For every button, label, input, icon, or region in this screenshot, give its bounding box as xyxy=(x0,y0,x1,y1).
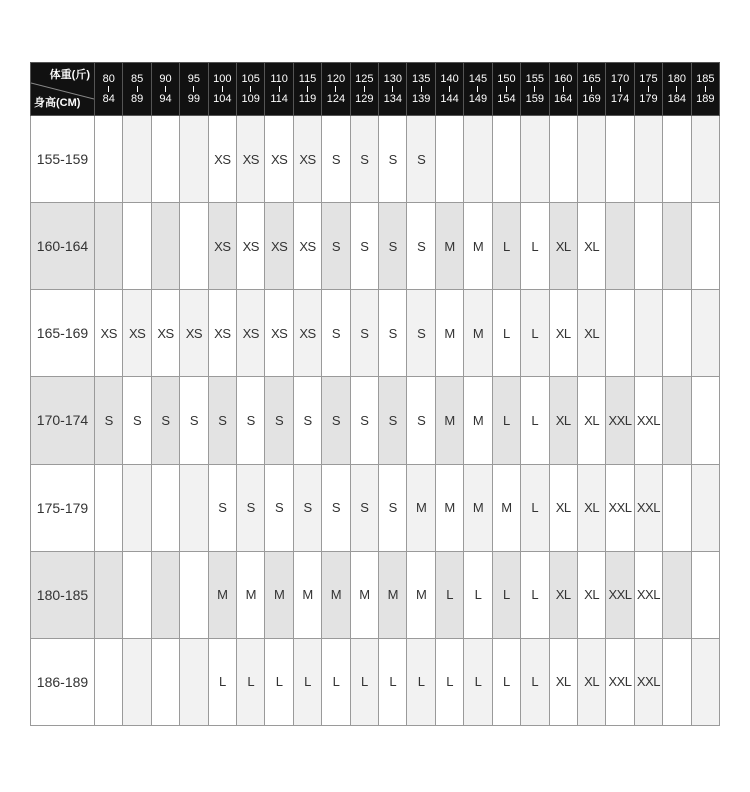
size-cell: M xyxy=(407,464,435,551)
weight-range-low: 115 xyxy=(298,73,317,85)
height-axis-label: 身高(CM) xyxy=(34,97,81,109)
weight-range-low: 135 xyxy=(411,73,431,85)
size-cell: S xyxy=(208,377,236,464)
size-cell: L xyxy=(208,638,236,725)
size-cell xyxy=(180,203,208,290)
size-cell: S xyxy=(407,377,435,464)
corner-header-cell xyxy=(31,63,95,116)
size-cell: M xyxy=(293,551,321,638)
size-cell: S xyxy=(350,290,378,377)
weight-range-low: 170 xyxy=(610,73,630,85)
size-cell: XL xyxy=(577,464,605,551)
size-cell xyxy=(691,638,719,725)
size-cell: L xyxy=(293,638,321,725)
size-cell xyxy=(123,116,151,203)
weight-range-header xyxy=(521,63,549,116)
weight-range-header xyxy=(237,63,265,116)
weight-range-header xyxy=(123,63,151,116)
weight-range-high: 144 xyxy=(440,93,459,105)
weight-range-high: 109 xyxy=(241,93,260,105)
size-cell: L xyxy=(492,377,520,464)
weight-range-high: 89 xyxy=(130,93,144,105)
size-cell: XXL xyxy=(606,551,634,638)
range-separator xyxy=(449,86,450,92)
weight-range-low: 150 xyxy=(497,73,516,85)
weight-range-high: 134 xyxy=(383,93,402,105)
size-cell: XL xyxy=(549,377,577,464)
weight-range-header xyxy=(577,63,605,116)
weight-range-low: 80 xyxy=(102,73,115,85)
weight-range-header xyxy=(265,63,293,116)
range-separator xyxy=(335,86,336,92)
size-cell: M xyxy=(208,551,236,638)
size-cell: XS xyxy=(293,116,321,203)
range-separator xyxy=(563,86,564,92)
size-cell: L xyxy=(350,638,378,725)
height-range-label: 165-169 xyxy=(31,290,95,377)
weight-range-header xyxy=(549,63,577,116)
size-cell xyxy=(492,116,520,203)
table-body xyxy=(31,116,720,726)
size-chart-table xyxy=(30,62,720,726)
weight-range-header xyxy=(180,63,208,116)
weight-range-high: 164 xyxy=(554,93,573,105)
range-separator xyxy=(165,86,166,92)
size-cell: L xyxy=(464,638,492,725)
weight-range-low: 160 xyxy=(554,73,573,85)
weight-range-high: 119 xyxy=(298,93,317,105)
size-cell: L xyxy=(435,551,463,638)
size-cell: S xyxy=(322,464,350,551)
size-cell: L xyxy=(322,638,350,725)
size-cell xyxy=(123,203,151,290)
size-cell: S xyxy=(350,464,378,551)
size-cell: L xyxy=(492,551,520,638)
size-cell: S xyxy=(293,377,321,464)
size-cell: XL xyxy=(549,638,577,725)
size-cell xyxy=(663,290,691,377)
weight-range-low: 105 xyxy=(241,73,260,85)
size-cell: S xyxy=(265,377,293,464)
size-cell xyxy=(95,551,123,638)
weight-range-low: 100 xyxy=(213,73,232,85)
size-cell: XXL xyxy=(606,464,634,551)
size-cell: S xyxy=(95,377,123,464)
size-cell: S xyxy=(350,203,378,290)
size-cell xyxy=(180,464,208,551)
size-cell xyxy=(151,638,179,725)
weight-range-low: 140 xyxy=(440,73,459,85)
range-separator xyxy=(676,86,677,92)
weight-range-header xyxy=(691,63,719,116)
weight-range-high: 179 xyxy=(639,93,658,105)
size-cell xyxy=(435,116,463,203)
size-cell: M xyxy=(464,464,492,551)
size-cell: XL xyxy=(549,290,577,377)
range-separator xyxy=(364,86,365,92)
size-cell: S xyxy=(322,377,350,464)
size-cell xyxy=(151,203,179,290)
size-cell: M xyxy=(322,551,350,638)
weight-range-header xyxy=(407,63,435,116)
size-cell: M xyxy=(464,377,492,464)
weight-range-low: 175 xyxy=(639,73,658,85)
range-separator xyxy=(307,86,308,92)
size-cell: L xyxy=(521,551,549,638)
size-cell xyxy=(691,551,719,638)
range-separator xyxy=(193,86,194,92)
size-cell xyxy=(606,116,634,203)
size-cell: L xyxy=(265,638,293,725)
range-separator xyxy=(108,86,109,92)
weight-range-header xyxy=(208,63,236,116)
weight-range-high: 99 xyxy=(187,93,201,105)
weight-range-header xyxy=(151,63,179,116)
height-range-label: 175-179 xyxy=(31,464,95,551)
weight-axis-label: 体重(斤) xyxy=(49,69,90,81)
weight-range-header xyxy=(634,63,662,116)
height-range-label: 170-174 xyxy=(31,377,95,464)
weight-range-header xyxy=(95,63,123,116)
table-row xyxy=(31,203,720,290)
range-separator xyxy=(222,86,223,92)
weight-range-low: 180 xyxy=(667,73,686,85)
size-cell: XL xyxy=(549,203,577,290)
size-cell: XS xyxy=(208,290,236,377)
range-separator xyxy=(250,86,251,92)
size-cell: S xyxy=(237,464,265,551)
size-cell xyxy=(663,464,691,551)
size-cell xyxy=(180,638,208,725)
size-cell: S xyxy=(379,377,407,464)
size-cell: L xyxy=(521,290,549,377)
size-cell: XL xyxy=(577,290,605,377)
size-cell xyxy=(691,464,719,551)
weight-range-low: 110 xyxy=(270,73,288,85)
size-cell xyxy=(151,551,179,638)
size-cell: XS xyxy=(151,290,179,377)
weight-range-high: 129 xyxy=(355,93,374,105)
size-cell: M xyxy=(237,551,265,638)
size-cell xyxy=(577,116,605,203)
weight-range-low: 95 xyxy=(187,73,201,85)
table-row xyxy=(31,464,720,551)
size-cell xyxy=(663,116,691,203)
size-cell: XL xyxy=(577,203,605,290)
size-cell: XS xyxy=(237,290,265,377)
size-cell: S xyxy=(180,377,208,464)
size-cell: XS xyxy=(208,203,236,290)
weight-range-high: 139 xyxy=(411,93,431,105)
size-cell: XS xyxy=(237,203,265,290)
weight-range-header xyxy=(464,63,492,116)
table-row xyxy=(31,290,720,377)
size-cell: L xyxy=(379,638,407,725)
size-cell: XS xyxy=(123,290,151,377)
size-cell: S xyxy=(322,290,350,377)
size-cell: XS xyxy=(95,290,123,377)
size-cell: M xyxy=(407,551,435,638)
weight-range-high: 114 xyxy=(270,93,288,105)
weight-range-low: 130 xyxy=(383,73,402,85)
size-cell xyxy=(691,290,719,377)
size-cell xyxy=(691,377,719,464)
size-cell xyxy=(663,377,691,464)
range-separator xyxy=(137,86,138,92)
size-cell: XS xyxy=(237,116,265,203)
range-separator xyxy=(591,86,592,92)
size-cell xyxy=(95,203,123,290)
size-cell: M xyxy=(464,290,492,377)
table-row xyxy=(31,551,720,638)
table-row xyxy=(31,116,720,203)
size-cell: M xyxy=(492,464,520,551)
size-cell: XL xyxy=(549,551,577,638)
weight-range-low: 145 xyxy=(468,73,488,85)
size-cell: S xyxy=(350,116,378,203)
size-cell: L xyxy=(521,203,549,290)
weight-range-low: 85 xyxy=(130,73,144,85)
size-cell: L xyxy=(464,551,492,638)
size-cell: S xyxy=(379,116,407,203)
weight-range-header xyxy=(322,63,350,116)
size-cell xyxy=(123,551,151,638)
size-cell: S xyxy=(379,290,407,377)
size-cell: S xyxy=(407,290,435,377)
size-cell: S xyxy=(379,203,407,290)
weight-range-high: 169 xyxy=(582,93,601,105)
weight-range-high: 149 xyxy=(468,93,488,105)
range-separator xyxy=(534,86,535,92)
weight-range-high: 84 xyxy=(102,93,115,105)
weight-range-high: 174 xyxy=(610,93,630,105)
range-separator xyxy=(279,86,280,92)
size-cell: XS xyxy=(293,290,321,377)
size-cell: M xyxy=(435,290,463,377)
size-cell xyxy=(606,290,634,377)
size-cell: S xyxy=(265,464,293,551)
size-cell: XXL xyxy=(634,551,662,638)
size-cell xyxy=(521,116,549,203)
size-cell: S xyxy=(237,377,265,464)
weight-range-header xyxy=(293,63,321,116)
weight-range-high: 104 xyxy=(213,93,232,105)
size-cell: XL xyxy=(549,464,577,551)
range-separator xyxy=(506,86,507,92)
size-cell: XS xyxy=(208,116,236,203)
size-cell xyxy=(663,638,691,725)
weight-range-header xyxy=(379,63,407,116)
size-cell: M xyxy=(435,203,463,290)
size-cell xyxy=(180,551,208,638)
size-cell: L xyxy=(237,638,265,725)
range-separator xyxy=(620,86,621,92)
size-cell xyxy=(464,116,492,203)
range-separator xyxy=(421,86,422,92)
size-cell: S xyxy=(208,464,236,551)
size-cell: S xyxy=(350,377,378,464)
size-cell: XS xyxy=(265,116,293,203)
size-cell: XXL xyxy=(606,638,634,725)
size-cell: L xyxy=(521,638,549,725)
size-cell xyxy=(634,203,662,290)
range-separator xyxy=(705,86,706,92)
size-cell: L xyxy=(435,638,463,725)
size-cell xyxy=(691,203,719,290)
weight-range-header xyxy=(435,63,463,116)
size-cell: XL xyxy=(577,551,605,638)
range-separator xyxy=(648,86,649,92)
size-cell: M xyxy=(435,377,463,464)
weight-range-low: 155 xyxy=(525,73,544,85)
weight-range-low: 125 xyxy=(355,73,374,85)
size-cell: M xyxy=(379,551,407,638)
weight-range-high: 184 xyxy=(667,93,686,105)
range-separator xyxy=(392,86,393,92)
size-cell: XXL xyxy=(606,377,634,464)
weight-range-low: 165 xyxy=(582,73,601,85)
weight-range-header xyxy=(606,63,634,116)
size-cell xyxy=(634,290,662,377)
size-cell: S xyxy=(379,464,407,551)
table-header-row xyxy=(31,63,720,116)
size-cell xyxy=(95,638,123,725)
weight-range-header xyxy=(492,63,520,116)
size-cell: S xyxy=(123,377,151,464)
size-cell: XS xyxy=(293,203,321,290)
size-cell: S xyxy=(151,377,179,464)
size-cell: XXL xyxy=(634,638,662,725)
height-range-label: 155-159 xyxy=(31,116,95,203)
weight-range-high: 94 xyxy=(159,93,172,105)
size-cell xyxy=(151,464,179,551)
weight-range-header xyxy=(663,63,691,116)
size-cell xyxy=(549,116,577,203)
weight-range-high: 154 xyxy=(497,93,516,105)
size-cell: L xyxy=(492,203,520,290)
weight-range-header xyxy=(350,63,378,116)
size-cell: S xyxy=(322,116,350,203)
table-row xyxy=(31,638,720,725)
size-cell xyxy=(634,116,662,203)
height-range-label: 186-189 xyxy=(31,638,95,725)
size-cell: S xyxy=(407,116,435,203)
height-range-label: 160-164 xyxy=(31,203,95,290)
size-cell: L xyxy=(521,377,549,464)
size-cell xyxy=(123,464,151,551)
table-row xyxy=(31,377,720,464)
size-cell xyxy=(606,203,634,290)
size-cell: XL xyxy=(577,377,605,464)
size-cell xyxy=(95,464,123,551)
weight-range-high: 189 xyxy=(696,93,715,105)
weight-range-low: 185 xyxy=(696,73,715,85)
height-range-label: 180-185 xyxy=(31,551,95,638)
size-cell: XXL xyxy=(634,377,662,464)
size-cell: L xyxy=(521,464,549,551)
size-cell: XL xyxy=(577,638,605,725)
size-cell xyxy=(180,116,208,203)
weight-range-low: 90 xyxy=(159,73,172,85)
size-cell: XS xyxy=(265,203,293,290)
size-cell xyxy=(663,203,691,290)
size-cell: XS xyxy=(265,290,293,377)
size-cell: S xyxy=(407,203,435,290)
size-cell: L xyxy=(492,290,520,377)
size-cell: L xyxy=(492,638,520,725)
size-cell: M xyxy=(464,203,492,290)
size-cell xyxy=(151,116,179,203)
size-cell: M xyxy=(350,551,378,638)
size-cell: M xyxy=(265,551,293,638)
weight-range-low: 120 xyxy=(326,73,346,85)
size-cell: XS xyxy=(180,290,208,377)
size-cell: L xyxy=(407,638,435,725)
size-cell xyxy=(95,116,123,203)
size-cell: S xyxy=(322,203,350,290)
size-cell: XXL xyxy=(634,464,662,551)
weight-range-high: 159 xyxy=(525,93,544,105)
size-cell xyxy=(123,638,151,725)
size-cell: S xyxy=(293,464,321,551)
size-cell: M xyxy=(435,464,463,551)
size-cell xyxy=(691,116,719,203)
range-separator xyxy=(477,86,478,92)
weight-range-high: 124 xyxy=(326,93,346,105)
size-cell xyxy=(663,551,691,638)
